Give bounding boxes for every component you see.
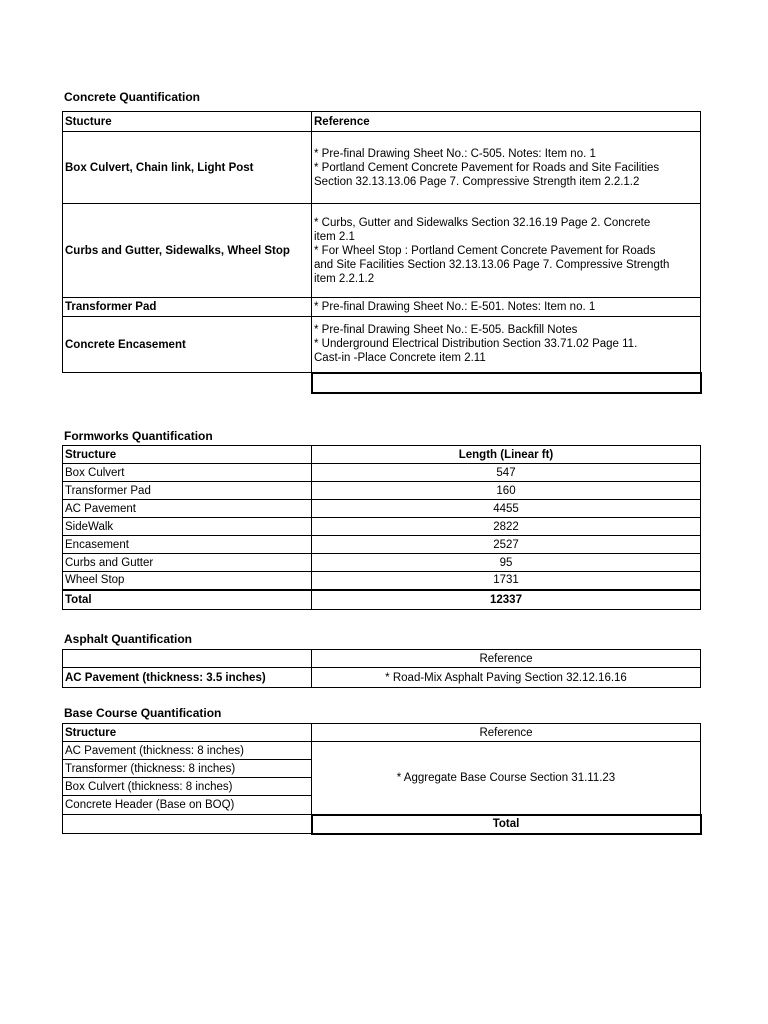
reference-line: item 2.1 bbox=[314, 230, 355, 243]
reference-line: item 2.2.1.2 bbox=[314, 272, 375, 285]
formworks-structure-cell: Encasement bbox=[63, 536, 312, 554]
base-course-table bbox=[62, 723, 702, 835]
formworks-structure-cell: Transformer Pad bbox=[63, 482, 312, 500]
formworks-title: Formworks Quantification bbox=[64, 429, 213, 443]
reference-line: * Pre-final Drawing Sheet No.: E-505. Backfill Notes bbox=[314, 324, 578, 337]
table-row bbox=[63, 464, 701, 482]
table-row bbox=[63, 668, 701, 688]
table-row bbox=[63, 554, 701, 572]
reference-line: * Pre-final Drawing Sheet No.: E-501. Notes: Item no. 1 bbox=[314, 301, 596, 313]
concrete-structure-cell: Concrete Encasement bbox=[63, 317, 312, 373]
empty-cell bbox=[63, 815, 312, 834]
asphalt-reference-cell: * Road-Mix Asphalt Paving Section 32.12.16.16 bbox=[312, 668, 701, 688]
concrete-reference-cell bbox=[312, 298, 701, 317]
reference-line: * Pre-final Drawing Sheet No.: C-505. Notes: Item no. 1 bbox=[314, 147, 596, 160]
formworks-length-cell: 160 bbox=[312, 482, 701, 500]
table-row bbox=[63, 536, 701, 554]
table-row bbox=[63, 132, 701, 204]
asphalt-table bbox=[62, 649, 701, 688]
concrete-table bbox=[62, 111, 702, 394]
base-course-structure-cell: Concrete Header (Base on BOQ) bbox=[63, 796, 312, 815]
formworks-length-cell: 4455 bbox=[312, 500, 701, 518]
empty-cell bbox=[312, 373, 701, 393]
formworks-table bbox=[62, 445, 701, 610]
formworks-structure-cell: AC Pavement bbox=[63, 500, 312, 518]
total-row bbox=[63, 815, 701, 834]
base-course-structure-cell: Transformer (thickness: 8 inches) bbox=[63, 760, 312, 778]
empty-cell bbox=[63, 650, 312, 668]
concrete-structure-cell: Transformer Pad bbox=[63, 298, 312, 317]
concrete-header-structure: Stucture bbox=[63, 112, 312, 132]
formworks-length-cell: 1731 bbox=[312, 572, 701, 590]
reference-line: * Underground Electrical Distribution Section 33.71.02 Page 11. bbox=[314, 338, 638, 351]
concrete-reference-cell bbox=[312, 317, 701, 373]
formworks-length-cell: 95 bbox=[312, 554, 701, 572]
table-row bbox=[63, 298, 701, 317]
reference-line: Cast-in -Place Concrete item 2.11 bbox=[314, 352, 486, 365]
base-course-structure-cell: Box Culvert (thickness: 8 inches) bbox=[63, 778, 312, 796]
formworks-structure-cell: SideWalk bbox=[63, 518, 312, 536]
concrete-reference-cell bbox=[312, 204, 701, 298]
concrete-header-reference: Reference bbox=[312, 112, 701, 132]
formworks-total-value: 12337 bbox=[312, 590, 701, 610]
table-row bbox=[63, 742, 701, 760]
concrete-structure-cell: Box Culvert, Chain link, Light Post bbox=[63, 132, 312, 204]
table-row bbox=[63, 572, 701, 590]
concrete-reference-cell bbox=[312, 132, 701, 204]
base-course-structure-cell: AC Pavement (thickness: 8 inches) bbox=[63, 742, 312, 760]
formworks-structure-cell: Box Culvert bbox=[63, 464, 312, 482]
base-course-title: Base Course Quantification bbox=[64, 706, 222, 720]
empty-cell bbox=[63, 373, 312, 393]
reference-line: Section 32.13.13.06 Page 7. Compressive Strength item 2.2.1.2 bbox=[314, 175, 640, 188]
total-row bbox=[63, 590, 701, 610]
asphalt-header-reference: Reference bbox=[312, 650, 701, 668]
table-row bbox=[63, 317, 701, 373]
base-course-header-reference: Reference bbox=[312, 724, 701, 742]
formworks-total-label: Total bbox=[63, 590, 312, 610]
base-course-reference-cell: * Aggregate Base Course Section 31.11.23 bbox=[312, 742, 701, 815]
reference-line: * For Wheel Stop : Portland Cement Concrete Pavement for Roads bbox=[314, 244, 656, 257]
asphalt-title: Asphalt Quantification bbox=[64, 632, 193, 646]
formworks-length-cell: 547 bbox=[312, 464, 701, 482]
formworks-structure-cell: Curbs and Gutter bbox=[63, 554, 312, 572]
concrete-title: Concrete Quantification bbox=[64, 90, 201, 104]
table-row bbox=[63, 482, 701, 500]
reference-line: * Curbs, Gutter and Sidewalks Section 32.16.19 Page 2. Concrete bbox=[314, 216, 651, 229]
table-row bbox=[63, 500, 701, 518]
asphalt-structure-cell: AC Pavement (thickness: 3.5 inches) bbox=[63, 668, 312, 688]
reference-line: * Portland Cement Concrete Pavement for Roads and Site Facilities bbox=[314, 161, 660, 174]
formworks-length-cell: 2527 bbox=[312, 536, 701, 554]
table-row bbox=[63, 204, 701, 298]
formworks-length-cell: 2822 bbox=[312, 518, 701, 536]
formworks-structure-cell: Wheel Stop bbox=[63, 572, 312, 590]
reference-line: and Site Facilities Section 32.13.13.06 Page 7. Compressive Strength bbox=[314, 258, 670, 271]
concrete-structure-cell: Curbs and Gutter, Sidewalks, Wheel Stop bbox=[63, 204, 312, 298]
formworks-header-length: Length (Linear ft) bbox=[312, 446, 701, 464]
formworks-header-structure: Structure bbox=[63, 446, 312, 464]
base-course-header-structure: Structure bbox=[63, 724, 312, 742]
base-course-total-label: Total bbox=[312, 815, 701, 834]
table-row bbox=[63, 518, 701, 536]
